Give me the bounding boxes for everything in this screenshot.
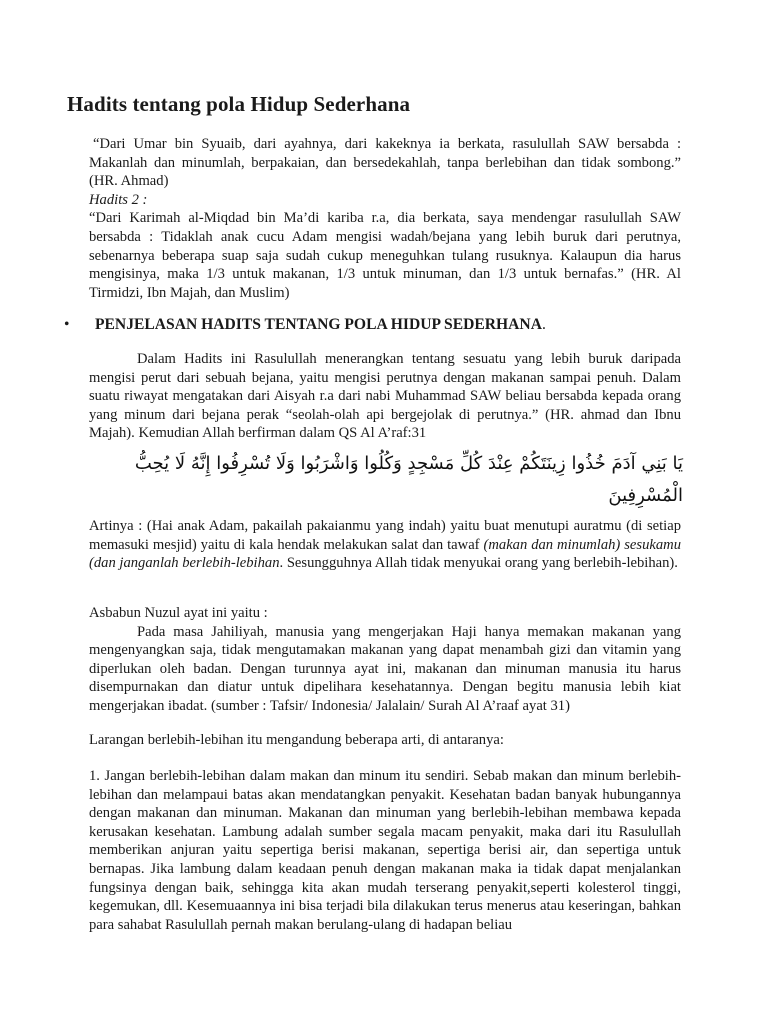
- explanation-section: [89, 350, 681, 443]
- section-heading-text: PENJELASAN HADITS TENTANG POLA HIDUP SEDERHANA: [95, 316, 542, 333]
- asbabun-nuzul-heading: Asbabun Nuzul ayat ini yaitu :: [89, 605, 268, 621]
- translation-paragraph: [89, 517, 681, 573]
- translation-text-start: Artinya : (Hai anak Adam, pakailah pakaianmu yang indah) yaitu buat menutupi auratmu (di setiap memasuki mesjid) yaitu di kala hendak melakukan salat dan tawaf: [89, 518, 681, 553]
- explanation-paragraph: Dalam Hadits ini Rasulullah menerangkan tentang sesuatu yang lebih buruk daripada mengisi perut dari sebuah bejana, yaitu mengisi perutnya dengan makanan sampai penuh. Dalam suatu riwayat mengatakan dari Aisyah r.a dari nabi Muhammad SAW beliau bersabda kepada orang yang minum dari bejana perak “seolah-olah api bergejolak di perutnya.” (HR. ahmad dan Ibnu Majah). Kemudian Allah berfirman dalam QS Al A’raf:31: [89, 351, 681, 442]
- translation-text-italic: (makan dan minumlah) sesukamu (dan janganlah berlebih-lebihan: [89, 536, 681, 572]
- hadits-2-label: Hadits 2 :: [89, 191, 148, 208]
- hadits-section: [89, 135, 681, 302]
- larangan-intro-section: [89, 731, 681, 750]
- bullet-icon: •: [64, 316, 70, 333]
- document-title: Hadits tentang pola Hidup Sederhana: [67, 92, 411, 116]
- section-heading-period: .: [541, 316, 546, 333]
- hadits-1-text: “Dari Umar bin Syuaib, dari ayahnya, dari kakeknya ia berkata, rasulullah SAW bersabda : Makanlah dan minumlah, berpakaian, dan bersedekahlah, tanpa berlebihan dan tidak sombong.” (HR. Ahmad): [89, 136, 681, 190]
- translation-section: [89, 517, 681, 573]
- point-1-paragraph: 1. Jangan berlebih-lebihan dalam makan dan minum itu sendiri. Sebab makan dan minum berlebih-lebihan dan melampaui batas akan mendatangkan penyakit. Kesehatan badan banyak hubungannya dengan makanan dan minuman. Makanan dan minuman yang berlebih-lebihan membawa kepada kerusakan kesehatan. Lambung adalah sumber segala macam penyakit, maka dari itu Rasulullah memberikan anjuran yaitu sepertiga berisi makanan, sepertiga berisi air, dan sepertiga untuk bernapas. Jika lambung dalam keadaan penuh dengan makanan maka ia tidak dapat menjalankan fungsinya dengan baik, sehingga kita akan mudah terserang penyakit,seperti kolesterol tinggi, kegemukan, dll. Kesemuaannya ini bisa terjadi bila dilakukan terus menerus atau keseringan, bahkan para sahabat Rasulullah pernah makan berulang-ulang di hadapan beliau: [89, 768, 681, 933]
- asbabun-nuzul-paragraph: Pada masa Jahiliyah, manusia yang mengerjakan Haji hanya memakan makanan yang mengenyangkan saja, tidak mengutamakan makanan yang dapat menambah gizi dan vitamin yang diperlukan oleh badan. Dengan turunnya ayat ini, makanan dan minuman manusia itu harus disempurnakan dan diatur untuk dipelihara kesehatannya. Dengan begitu manusia lebih kiat mengerjakan ibadat. (sumber : Tafsir/ Indonesia/ Jalalain/ Surah Al A’raaf ayat 31): [89, 623, 681, 714]
- point-1-section: [89, 767, 681, 934]
- hadits-2-text: “Dari Karimah al-Miqdad bin Ma’di kariba r.a, dia berkata, saya mendengar rasulullah SAW bersabda : Tidaklah anak cucu Adam mengisi wadah/bejana yang lebih buruk dari perutnya, sebenarnya beberapa suap saja sudah cukup meneguhkan tulang rusuknya. Kalaupun dia harus mengisinya, maka 1/3 untuk makanan, 1/3 untuk minuman, dan 1/3 untuk bernafas.” (HR. Al Tirmidzi, Ibn Majah, dan Muslim): [89, 210, 681, 301]
- larangan-intro: Larangan berlebih-lebihan itu mengandung beberapa arti, di antaranya:: [89, 732, 504, 748]
- arabic-verse: يَا بَنِي آدَمَ خُذُوا زِينَتَكُمْ عِنْدَ كُلِّ مَسْجِدٍ وَكُلُوا وَاشْرَبُوا وَلَا تُسْرِفُوا إِنَّهُ لَا يُحِبُّ الْمُسْرِفِينَ: [134, 453, 683, 506]
- translation-text-end: . Sesungguhnya Allah tidak menyukai orang yang berlebih-lebihan).: [279, 555, 678, 572]
- asbabun-nuzul-section: [89, 604, 681, 716]
